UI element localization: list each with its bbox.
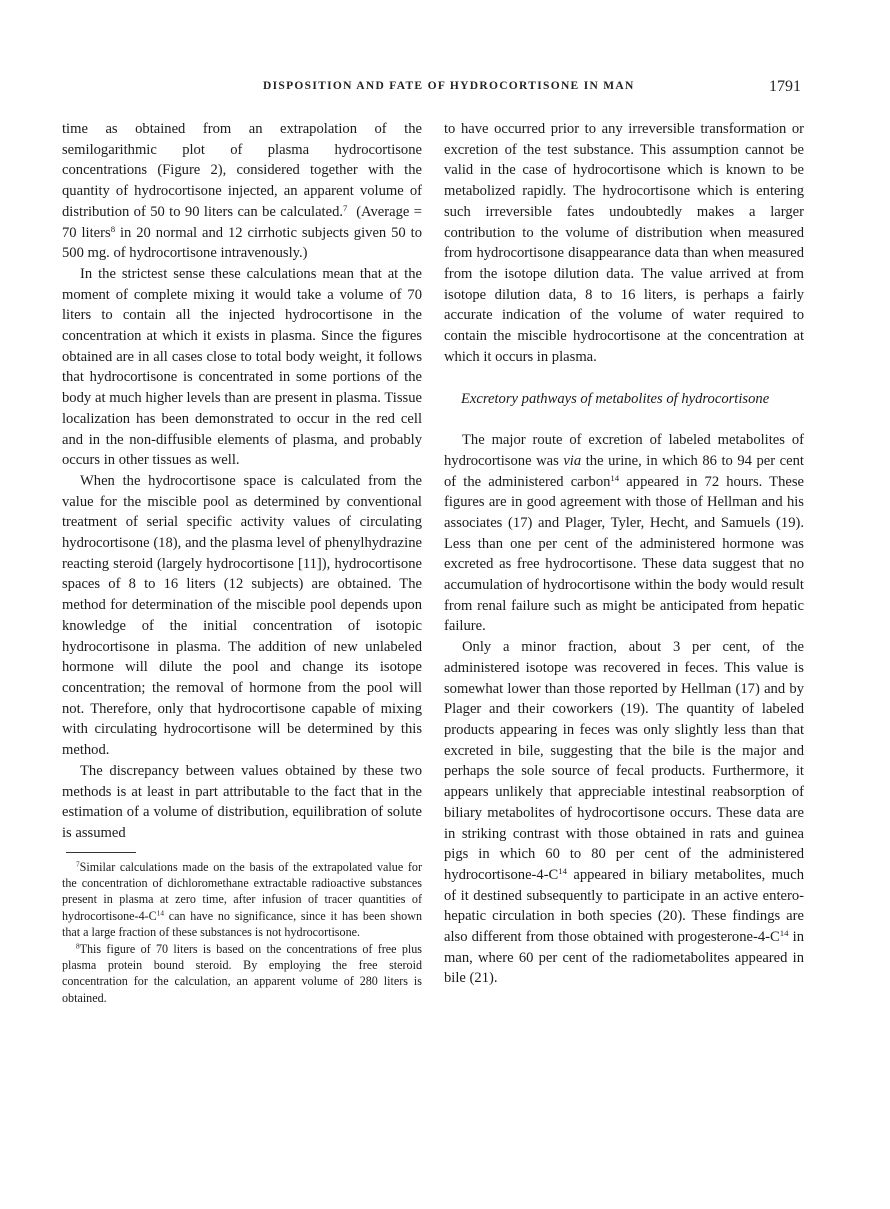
paragraph-text: (Average = 70 liters: [62, 203, 422, 241]
footnote-7: [62, 859, 422, 941]
right-column: [444, 119, 804, 989]
footnote-text: This figure of 70 liters is based on the concentrations of free plus plasma protein bound steroid. By employing the free steroid concentration for the calculation, an apparent volume of 280 liters is obtained.: [62, 941, 422, 1005]
paragraph: [444, 637, 804, 989]
italic-text: via: [563, 452, 582, 469]
footnote-marker: 8: [76, 942, 80, 951]
paragraph: [444, 430, 804, 637]
paragraph-text: appeared in biliary metabolites, much of it destined subsequently to participate in an active entero-hepatic circulation in both species (20). These findings are also different from those obtained with progesterone-4-C: [444, 866, 805, 946]
page-number: 1791: [769, 78, 801, 95]
footnote-8: [62, 941, 422, 1007]
paragraph: The discrepancy between values obtained by these two methods is at least in part attributable to the fact that in the estimation of a volume of distribution, equilibration of solute is assumed: [62, 762, 422, 841]
section-heading: Excretory pathways of metabolites of hydrocortisone: [461, 391, 770, 408]
footnote-text: Similar calculations made on the basis of the extrapolated value for the concentration of dichloromethane extractable radioactive substances present in plasma at zero time, after infusion of tracer quantities of hydrocortisone-4-C: [62, 859, 422, 923]
footnote-ref[interactable]: 8: [110, 223, 116, 234]
paragraph-text: Only a minor fraction, about 3 per cent, of the administered isotope was recovered in feces. This value is somewhat lower than those reported by Hellman (17) and by Plager and their coworkers (19). The quantity of labeled products appearing in feces was only slightly less than that excreted in bile, suggesting that the bile is the major and perhaps the sole source of fecal products. Furthermore, it appears unlikely that appreciable intestinal reabsorption of biliary metabolites of hydrocortisone occurs. These data are in striking contrast with those obtained in rats and guinea pigs in which 60 to 80 per cent of the administered hydrocortisone-4-C: [444, 639, 804, 883]
paragraph: When the hydrocortisone space is calculated from the value for the miscible pool as determined by conventional treatment of serial specific activity values of circulating hydrocortisone (18), and the plasma level of phenylhydrazine reacting steroid (largely hydrocortisone [11]), hydrocortisone spaces of 8 to 16 liters (12 subjects) are obtained. The method for determination of the miscible pool depends upon knowledge of the initial concentration of isotopic hydrocortisone in plasma. The addition of new unlabeled hormone will dilute the pool and change its isotope concentration; the removal of hormone from the pool will not. Therefore, only that hydrocortisone capable of mixing with circulating hydrocortisone will be determined by this method.: [62, 472, 422, 759]
paragraph: In the strictest sense these calculations mean that at the moment of complete mixing it would take a volume of 70 liters to contain all the injected hydrocortisone in the concentration at which it exists in plasma. Since the figures obtained are in all cases close to total body weight, it follows that hydrocortisone is concentrated in some portions of the body at much higher levels than are present in plasma. Tissue localization has been demonstrated to occur in the red cell and in the non-diffusible elements of plasma, and probably occurs in other tissues as well.: [62, 265, 422, 469]
paragraph-text: the urine, in which 86 to 94 per cent of the administered carbon: [444, 452, 804, 490]
paragraph: to have occurred prior to any irreversible transformation or excretion of the test substance. This assumption cannot be valid in the case of hydrocortisone which is known to be metabolized rapidly. The hydrocortisone which is entering such irreversible fates undoubtedly makes a larger contribution to the volume of distribution when measured from hydrocortisone disappearance data than when measured from the isotope dilution data. The value arrived at from isotope dilution data, 8 to 16 liters, is perhaps a fairly accurate indication of the volume of water required to contain the miscible hydrocortisone at the concentration at which it occurs in plasma.: [444, 121, 804, 365]
footnote-text: can have no significance, since it has been shown that a large fraction of these substances is not hydrocortisone.: [62, 908, 422, 940]
paragraph: [62, 119, 422, 264]
footnote-marker: 7: [76, 860, 80, 869]
footnote-divider: [66, 852, 136, 853]
footnote-ref[interactable]: 7: [343, 202, 348, 213]
left-column: [62, 119, 422, 1006]
superscript: 14: [558, 865, 568, 876]
paragraph-text: in 20 normal and 12 cirrhotic subjects given 50 to 500 mg. of hydrocortisone intravenously.): [62, 224, 422, 262]
paragraph-text: time as obtained from an extrapolation of the semilogarithmic plot of plasma hydrocortisone concentrations (Figure 2), considered together with the quantity of hydrocortisone injected, an apparent volume of distribution of 50 to 90 liters can be calculated.: [62, 121, 422, 220]
paragraph-text: appeared in 72 hours. These figures are in good agreement with those of Hellman and his associates (17) and Plager, Tyler, Hecht, and Samuels (19). Less than one per cent of the administered hormone was excreted as free hydrocortisone. These data suggest that no accumulation of hydrocortisone within the body would result from renal failure such as might be anticipated from hepatic failure.: [444, 473, 805, 635]
superscript: 14: [779, 927, 789, 938]
running-title: DISPOSITION AND FATE OF HYDROCORTISONE IN MAN: [263, 80, 635, 92]
page-header: [0, 78, 890, 100]
superscript: 14: [156, 909, 164, 918]
paragraph-text: The major route of excretion of labeled metabolites of hydrocortisone was: [444, 432, 804, 469]
superscript: 14: [610, 472, 620, 483]
footnotes: [62, 859, 422, 1007]
paragraph-text: in man, where 60 per cent of the radiometabolites appeared in bile (21).: [444, 929, 804, 987]
